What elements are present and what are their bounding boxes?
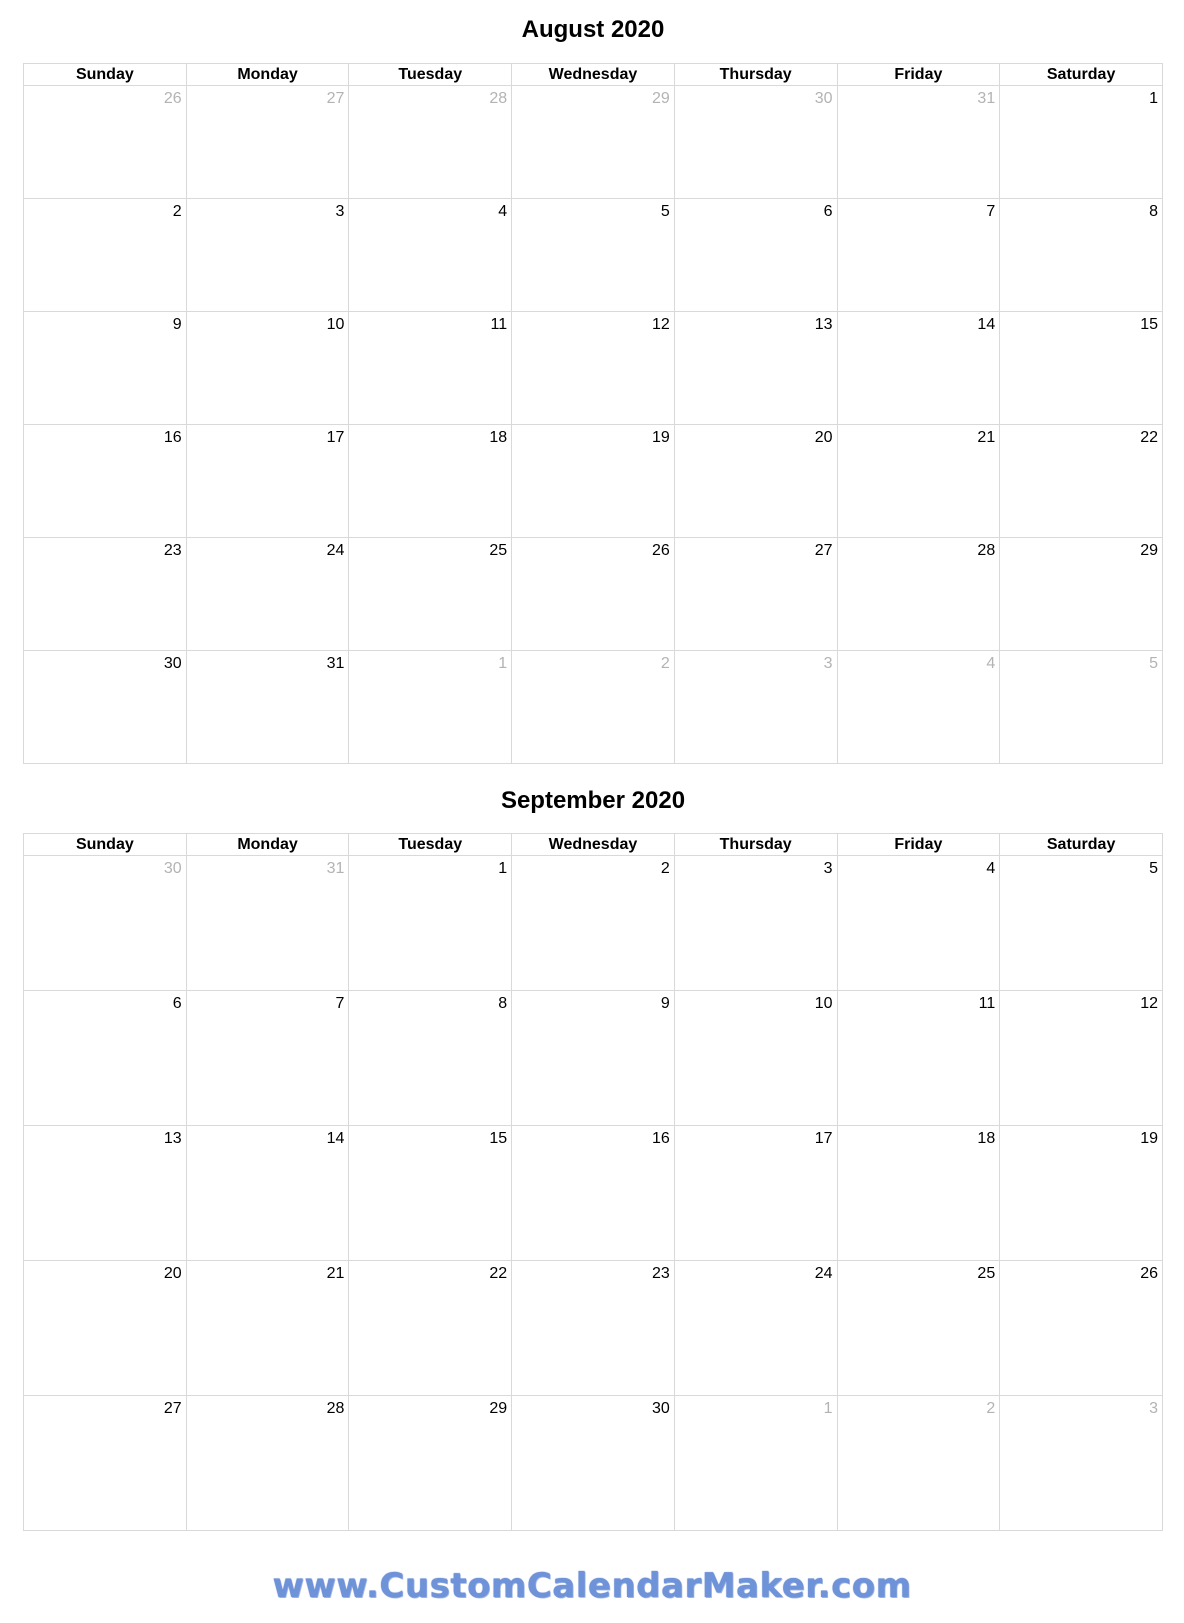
day-number: 23 xyxy=(652,1265,670,1282)
day-cell xyxy=(24,538,187,651)
weekday-header: Wednesday xyxy=(512,64,675,86)
day-cell xyxy=(24,991,187,1126)
day-number: 2 xyxy=(660,860,670,877)
day-cell xyxy=(186,1261,349,1396)
day-number: 19 xyxy=(652,429,670,446)
day-number: 8 xyxy=(498,995,508,1012)
day-cell xyxy=(186,856,349,991)
week-row xyxy=(24,86,1163,199)
calendar-september xyxy=(23,786,1163,1531)
day-cell xyxy=(24,425,187,538)
day-cell xyxy=(512,991,675,1126)
day-cell xyxy=(837,1396,1000,1531)
footer xyxy=(0,1566,1184,1606)
day-cell xyxy=(837,425,1000,538)
day-cell xyxy=(186,86,349,199)
day-cell xyxy=(674,425,837,538)
day-cell xyxy=(24,199,187,312)
day-number: 28 xyxy=(977,542,996,559)
weekday-header: Saturday xyxy=(1000,64,1163,86)
day-number: 19 xyxy=(1140,1130,1158,1147)
calendar-grid xyxy=(23,63,1163,764)
day-number: 8 xyxy=(1149,203,1158,220)
day-cell xyxy=(186,425,349,538)
weekday-header: Wednesday xyxy=(512,834,675,856)
weekday-header-row xyxy=(24,64,1163,86)
day-cell xyxy=(674,1396,837,1531)
day-number-adjacent-month: 29 xyxy=(652,90,670,107)
day-number-adjacent-month: 1 xyxy=(823,1400,833,1417)
day-number: 7 xyxy=(986,203,996,220)
day-number: 13 xyxy=(163,1130,182,1147)
day-number: 18 xyxy=(977,1130,996,1147)
day-number: 20 xyxy=(163,1265,182,1282)
day-number: 16 xyxy=(652,1130,670,1147)
day-cell xyxy=(24,312,187,425)
weekday-header-row xyxy=(24,834,1163,856)
day-number-adjacent-month: 2 xyxy=(660,655,670,672)
day-cell xyxy=(837,538,1000,651)
day-cell xyxy=(674,991,837,1126)
day-number-adjacent-month: 3 xyxy=(1149,1400,1158,1417)
day-cell xyxy=(674,312,837,425)
day-number: 28 xyxy=(326,1400,345,1417)
day-number-adjacent-month: 31 xyxy=(326,860,345,877)
day-number: 3 xyxy=(335,203,345,220)
day-number: 30 xyxy=(163,655,182,672)
day-number: 17 xyxy=(814,1130,833,1147)
day-number: 4 xyxy=(986,860,996,877)
day-number-adjacent-month: 28 xyxy=(489,90,508,107)
day-cell xyxy=(512,86,675,199)
week-row xyxy=(24,856,1163,991)
day-number: 4 xyxy=(498,203,508,220)
day-cell xyxy=(186,1126,349,1261)
week-row xyxy=(24,538,1163,651)
day-cell xyxy=(1000,991,1163,1126)
day-number: 6 xyxy=(172,995,182,1012)
week-row xyxy=(24,312,1163,425)
day-cell xyxy=(674,651,837,764)
day-number-adjacent-month: 3 xyxy=(823,655,833,672)
weekday-header: Sunday xyxy=(24,64,187,86)
day-number: 17 xyxy=(326,429,345,446)
weekday-header: Friday xyxy=(837,834,1000,856)
day-cell xyxy=(1000,1126,1163,1261)
day-cell xyxy=(837,651,1000,764)
day-cell xyxy=(1000,86,1163,199)
day-number-adjacent-month: 30 xyxy=(163,860,182,877)
day-cell xyxy=(186,538,349,651)
day-cell xyxy=(674,199,837,312)
day-number: 25 xyxy=(977,1265,996,1282)
day-cell xyxy=(349,856,512,991)
day-cell xyxy=(837,1261,1000,1396)
day-number: 22 xyxy=(489,1265,508,1282)
day-number: 10 xyxy=(814,995,833,1012)
week-row xyxy=(24,1396,1163,1531)
weekday-header: Sunday xyxy=(24,834,187,856)
day-cell xyxy=(349,86,512,199)
month-title: August 2020 xyxy=(521,16,665,43)
week-row xyxy=(24,991,1163,1126)
day-cell xyxy=(1000,312,1163,425)
day-number: 23 xyxy=(163,542,182,559)
day-number: 24 xyxy=(326,542,345,559)
day-cell xyxy=(512,1126,675,1261)
day-number: 10 xyxy=(326,316,345,333)
day-number-adjacent-month: 5 xyxy=(1149,655,1158,672)
day-cell xyxy=(674,1261,837,1396)
weekday-header: Saturday xyxy=(1000,834,1163,856)
day-number: 1 xyxy=(498,860,508,877)
day-cell xyxy=(512,651,675,764)
day-number: 30 xyxy=(652,1400,670,1417)
day-number-adjacent-month: 27 xyxy=(326,90,345,107)
day-cell xyxy=(349,1261,512,1396)
weekday-header: Thursday xyxy=(674,64,837,86)
day-cell xyxy=(349,538,512,651)
day-cell xyxy=(186,991,349,1126)
day-cell xyxy=(24,651,187,764)
day-number: 21 xyxy=(977,429,996,446)
day-cell xyxy=(837,856,1000,991)
day-cell xyxy=(1000,425,1163,538)
weekday-header: Friday xyxy=(837,64,1000,86)
day-cell xyxy=(837,312,1000,425)
day-cell xyxy=(674,1126,837,1261)
day-cell xyxy=(349,1126,512,1261)
day-number: 5 xyxy=(1149,860,1158,877)
weekday-header: Tuesday xyxy=(349,64,512,86)
day-number: 31 xyxy=(326,655,345,672)
day-number: 29 xyxy=(489,1400,508,1417)
day-number-adjacent-month: 1 xyxy=(498,655,508,672)
day-number: 25 xyxy=(489,542,508,559)
month-title: September 2020 xyxy=(500,787,686,814)
day-number: 14 xyxy=(977,316,996,333)
week-row xyxy=(24,1261,1163,1396)
day-cell xyxy=(674,86,837,199)
day-cell xyxy=(24,1261,187,1396)
day-number: 2 xyxy=(172,203,182,220)
day-number-adjacent-month: 26 xyxy=(163,90,182,107)
weekday-header: Thursday xyxy=(674,834,837,856)
day-number: 9 xyxy=(172,316,182,333)
day-number: 11 xyxy=(490,316,508,333)
day-cell xyxy=(24,856,187,991)
day-cell xyxy=(1000,651,1163,764)
day-number: 1 xyxy=(1149,90,1158,107)
day-cell xyxy=(24,86,187,199)
weekday-header: Tuesday xyxy=(349,834,512,856)
day-cell xyxy=(186,1396,349,1531)
day-number: 13 xyxy=(814,316,833,333)
day-number: 11 xyxy=(978,995,996,1012)
calendar-grid xyxy=(23,833,1163,1531)
week-row xyxy=(24,199,1163,312)
day-cell xyxy=(1000,1396,1163,1531)
day-number: 12 xyxy=(652,316,670,333)
day-cell xyxy=(837,86,1000,199)
day-cell xyxy=(512,856,675,991)
day-number: 3 xyxy=(823,860,833,877)
day-number: 27 xyxy=(163,1400,182,1417)
day-cell xyxy=(674,856,837,991)
day-cell xyxy=(24,1396,187,1531)
day-number: 16 xyxy=(163,429,182,446)
day-number-adjacent-month: 4 xyxy=(986,655,996,672)
day-number-adjacent-month: 31 xyxy=(977,90,996,107)
day-number: 21 xyxy=(326,1265,345,1282)
day-number: 9 xyxy=(660,995,670,1012)
day-cell xyxy=(512,1261,675,1396)
day-number: 27 xyxy=(814,542,833,559)
day-cell xyxy=(186,651,349,764)
weekday-header: Monday xyxy=(186,834,349,856)
day-cell xyxy=(349,991,512,1126)
day-cell xyxy=(349,651,512,764)
day-cell xyxy=(512,199,675,312)
day-number: 15 xyxy=(489,1130,508,1147)
day-number: 7 xyxy=(335,995,345,1012)
day-cell xyxy=(186,199,349,312)
day-cell xyxy=(349,425,512,538)
day-cell xyxy=(24,1126,187,1261)
day-number: 6 xyxy=(823,203,833,220)
day-cell xyxy=(1000,856,1163,991)
day-number: 14 xyxy=(326,1130,345,1147)
day-number: 15 xyxy=(1140,316,1158,333)
day-cell xyxy=(837,199,1000,312)
day-cell xyxy=(186,312,349,425)
day-number: 29 xyxy=(1140,542,1158,559)
day-cell xyxy=(674,538,837,651)
day-cell xyxy=(837,991,1000,1126)
weekday-header: Monday xyxy=(186,64,349,86)
day-number: 20 xyxy=(814,429,833,446)
week-row xyxy=(24,425,1163,538)
day-cell xyxy=(512,425,675,538)
day-number: 26 xyxy=(1140,1265,1158,1282)
day-cell xyxy=(1000,1261,1163,1396)
day-number: 5 xyxy=(660,203,670,220)
day-number: 26 xyxy=(652,542,670,559)
day-number: 22 xyxy=(1140,429,1158,446)
week-row xyxy=(24,1126,1163,1261)
day-number: 12 xyxy=(1140,995,1158,1012)
day-number-adjacent-month: 2 xyxy=(986,1400,996,1417)
day-cell xyxy=(512,312,675,425)
day-cell xyxy=(512,1396,675,1531)
day-cell xyxy=(1000,199,1163,312)
day-number: 24 xyxy=(814,1265,833,1282)
day-cell xyxy=(837,1126,1000,1261)
day-number-adjacent-month: 30 xyxy=(814,90,833,107)
day-cell xyxy=(349,199,512,312)
week-row xyxy=(24,651,1163,764)
day-cell xyxy=(349,312,512,425)
day-number: 18 xyxy=(489,429,508,446)
day-cell xyxy=(1000,538,1163,651)
site-watermark: www.CustomCalendarMaker.com xyxy=(272,1566,912,1606)
day-cell xyxy=(349,1396,512,1531)
calendar-august xyxy=(23,15,1163,764)
day-cell xyxy=(512,538,675,651)
